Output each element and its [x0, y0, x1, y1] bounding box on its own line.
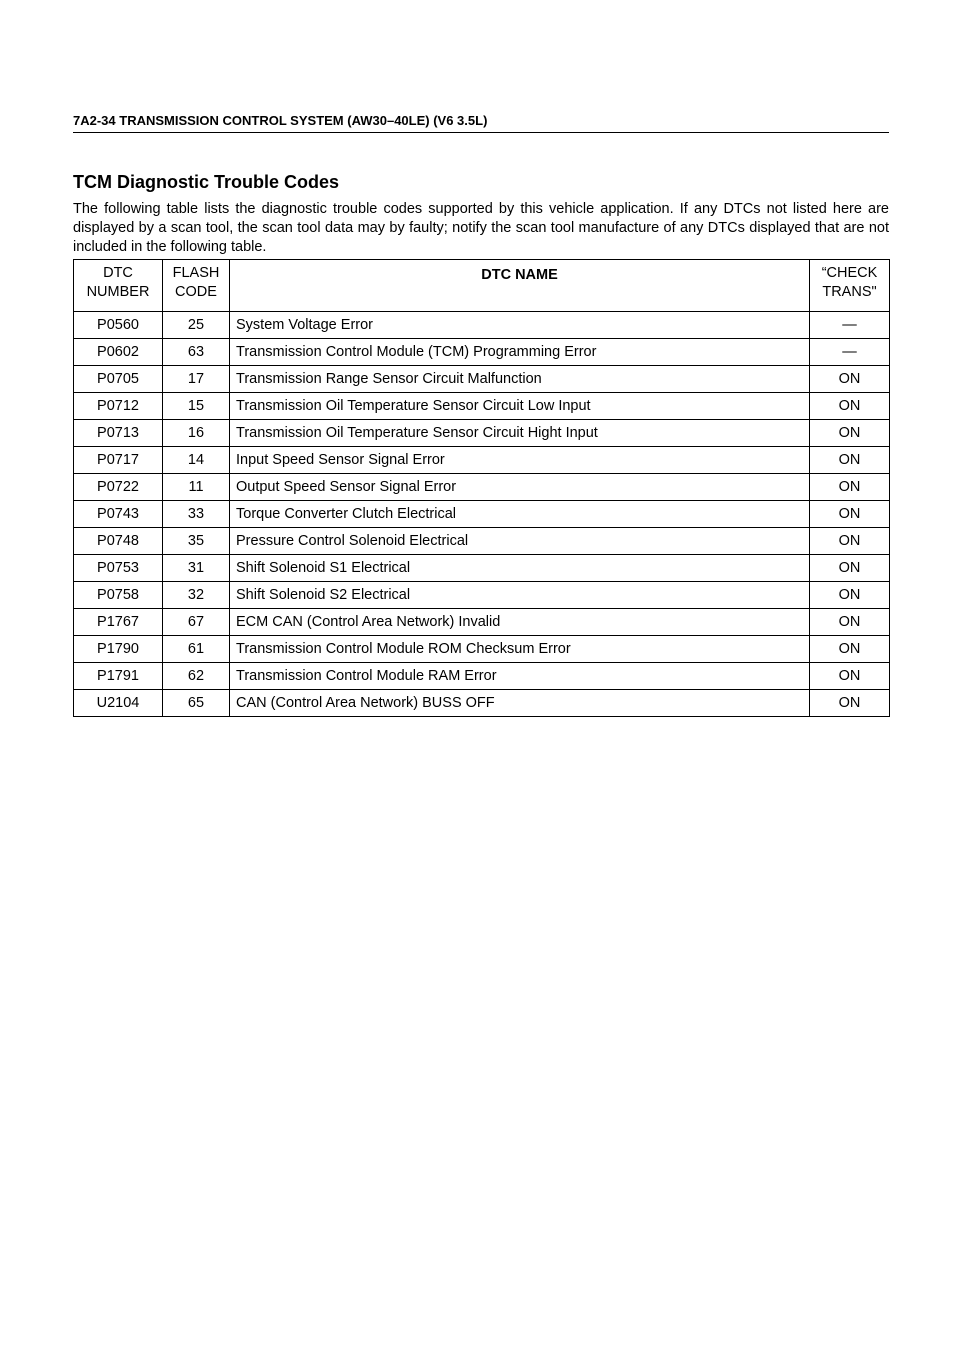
- flash-code-cell: 25: [163, 312, 230, 339]
- check-trans-cell: ON: [810, 474, 890, 501]
- check-trans-cell: —: [810, 339, 890, 366]
- dtc-number-cell: P0602: [74, 339, 163, 366]
- flash-code-cell: 15: [163, 393, 230, 420]
- dtc-number-cell: P0705: [74, 366, 163, 393]
- table-row: [74, 609, 890, 636]
- dtc-name-cell: Output Speed Sensor Signal Error: [230, 474, 810, 501]
- dtc-number-cell: P0753: [74, 555, 163, 582]
- flash-code-cell: 11: [163, 474, 230, 501]
- intro-paragraph: The following table lists the diagnostic trouble codes supported by this vehicle application. If any DTCs not listed here are displayed by a scan tool, the scan tool data may by faulty; notify the scan tool manufacture of any DTCs displayed that are not included in the following table.: [73, 201, 889, 255]
- check-trans-cell: —: [810, 312, 890, 339]
- flash-code-cell: 32: [163, 582, 230, 609]
- table-row: [74, 555, 890, 582]
- dtc-number-cell: P0758: [74, 582, 163, 609]
- table-row: [74, 501, 890, 528]
- header-flash-code: FLASH CODE: [163, 260, 230, 312]
- flash-code-cell: 62: [163, 663, 230, 690]
- table-header-row: [74, 260, 890, 312]
- flash-code-cell: 65: [163, 690, 230, 717]
- dtc-name-cell: CAN (Control Area Network) BUSS OFF: [230, 690, 810, 717]
- table-row: [74, 690, 890, 717]
- check-trans-cell: ON: [810, 366, 890, 393]
- flash-code-cell: 33: [163, 501, 230, 528]
- dtc-number-cell: P0717: [74, 447, 163, 474]
- dtc-number-cell: P1791: [74, 663, 163, 690]
- dtc-number-cell: P0713: [74, 420, 163, 447]
- flash-code-cell: 67: [163, 609, 230, 636]
- flash-code-cell: 63: [163, 339, 230, 366]
- table-row: [74, 474, 890, 501]
- dtc-name-cell: System Voltage Error: [230, 312, 810, 339]
- table-row: [74, 663, 890, 690]
- dtc-number-cell: P0743: [74, 501, 163, 528]
- dtc-name-cell: Transmission Control Module (TCM) Programming Error: [230, 339, 810, 366]
- dtc-number-cell: U2104: [74, 690, 163, 717]
- table-row: [74, 339, 890, 366]
- dtc-name-cell: Transmission Oil Temperature Sensor Circuit Hight Input: [230, 420, 810, 447]
- page-header: 7A2-34 TRANSMISSION CONTROL SYSTEM (AW30–40LE) (V6 3.5L): [73, 113, 889, 133]
- table-row: [74, 447, 890, 474]
- dtc-name-cell: Transmission Control Module ROM Checksum Error: [230, 636, 810, 663]
- flash-code-cell: 17: [163, 366, 230, 393]
- check-trans-cell: ON: [810, 447, 890, 474]
- check-trans-cell: ON: [810, 501, 890, 528]
- flash-code-cell: 61: [163, 636, 230, 663]
- dtc-name-cell: Shift Solenoid S2 Electrical: [230, 582, 810, 609]
- check-trans-cell: ON: [810, 690, 890, 717]
- check-trans-cell: ON: [810, 636, 890, 663]
- table-row: [74, 312, 890, 339]
- table-row: [74, 393, 890, 420]
- dtc-number-cell: P0560: [74, 312, 163, 339]
- section-title: TCM Diagnostic Trouble Codes: [73, 172, 340, 192]
- dtc-name-cell: Transmission Range Sensor Circuit Malfunction: [230, 366, 810, 393]
- dtc-table: [73, 259, 890, 717]
- flash-code-cell: 31: [163, 555, 230, 582]
- table-row: [74, 420, 890, 447]
- check-trans-cell: ON: [810, 555, 890, 582]
- dtc-number-cell: P1767: [74, 609, 163, 636]
- table-row: [74, 582, 890, 609]
- header-dtc-name: DTC NAME: [230, 260, 810, 312]
- dtc-number-cell: P0722: [74, 474, 163, 501]
- dtc-name-cell: Input Speed Sensor Signal Error: [230, 447, 810, 474]
- check-trans-cell: ON: [810, 393, 890, 420]
- dtc-name-cell: Pressure Control Solenoid Electrical: [230, 528, 810, 555]
- check-trans-cell: ON: [810, 420, 890, 447]
- flash-code-cell: 35: [163, 528, 230, 555]
- check-trans-cell: ON: [810, 609, 890, 636]
- table-row: [74, 636, 890, 663]
- dtc-number-cell: P0712: [74, 393, 163, 420]
- dtc-name-cell: Shift Solenoid S1 Electrical: [230, 555, 810, 582]
- flash-code-cell: 14: [163, 447, 230, 474]
- header-check-trans: “CHECK TRANS": [810, 260, 890, 312]
- dtc-name-cell: Transmission Control Module RAM Error: [230, 663, 810, 690]
- table-row: [74, 366, 890, 393]
- check-trans-cell: ON: [810, 582, 890, 609]
- check-trans-cell: ON: [810, 528, 890, 555]
- table-row: [74, 528, 890, 555]
- dtc-name-cell: ECM CAN (Control Area Network) Invalid: [230, 609, 810, 636]
- flash-code-cell: 16: [163, 420, 230, 447]
- dtc-name-cell: Torque Converter Clutch Electrical: [230, 501, 810, 528]
- dtc-name-cell: Transmission Oil Temperature Sensor Circuit Low Input: [230, 393, 810, 420]
- check-trans-cell: ON: [810, 663, 890, 690]
- header-dtc-number: DTC NUMBER: [74, 260, 163, 312]
- dtc-number-cell: P1790: [74, 636, 163, 663]
- dtc-number-cell: P0748: [74, 528, 163, 555]
